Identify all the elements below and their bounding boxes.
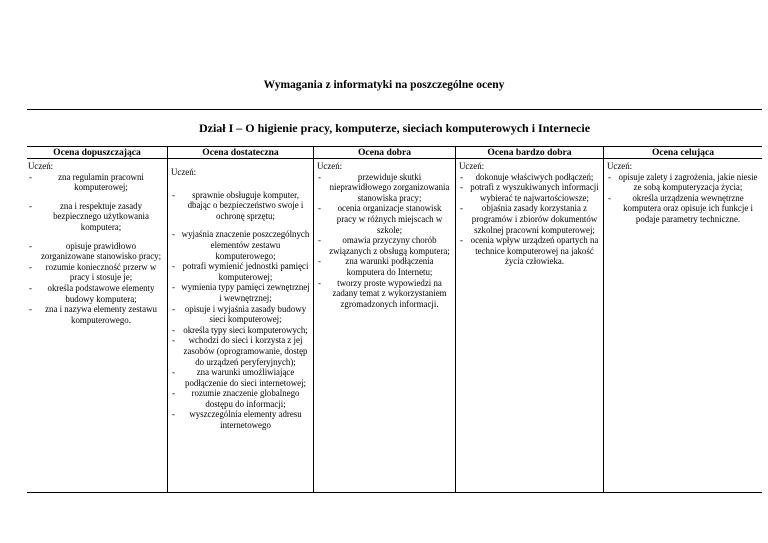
requirements-table [27,109,762,493]
grade-column-dostateczna [167,147,313,492]
requirement-item: - określa urządzenia wewnętrzne komputera oraz opisuje ich funkcje i podaje parametry techniczne. [607,193,759,225]
requirement-item: - zna i nazywa elementy zestawu komputerowego. [28,304,164,325]
column-body [314,159,455,309]
column-body [168,159,313,431]
requirement-item: - potrafi wymienić jednostki pamięci komputerowej; [171,261,310,282]
column-intro: Uczeń: [28,161,54,171]
requirement-item: - zna warunki umożliwiające podłączenie do sieci internetowej; [171,367,310,388]
requirement-item: - określa podstawowe elementy budowy komputera; [28,283,164,304]
requirement-list [459,172,600,267]
requirement-item: - wyjaśnia znaczenie poszczególnych elementów zestawu komputerowego; [171,229,310,261]
column-body [456,159,603,267]
requirement-list [607,172,759,225]
requirement-item: - omawia przyczyny chorób związanych z obsługą komputera; [317,235,452,256]
grade-column-celujaca [603,147,762,492]
requirement-item: - wyszczególnia elementy adresu internetowego [171,409,310,430]
column-header: Ocena dopuszczająca [53,147,141,158]
requirement-item: - potrafi z wyszukiwanych informacji wybierać te najwartościowsze; [459,182,600,203]
column-header: Ocena dobra [357,147,412,158]
section-row [27,110,762,147]
column-intro: Uczeń: [607,161,633,171]
requirement-item: - ocenia wpływ urządzeń opartych na technice komputerowej na jakość życia człowieka. [459,235,600,267]
requirement-item: - tworzy proste wypowiedzi na zadany temat z wykorzystaniem zgromadzonych informacji. [317,278,452,310]
requirement-item: - wchodzi do sieci i korzysta z jej zasobów (oprogramowanie, dostęp do urządzeń peryferyjnych); [171,335,310,367]
column-intro: Uczeń: [459,161,485,171]
requirement-item: - wymienia typy pamięci zewnętrznej i wewnętrznej; [171,282,310,303]
requirement-item: - zna warunki podłączenia komputera do Internetu; [317,256,452,277]
requirement-item: - objaśnia zasady korzystania z programów i zbiorów dokumentów szkolnej pracowni komputerowej; [459,203,600,235]
requirement-list [317,172,452,310]
requirement-item: - ocenia organizacje stanowisk pracy w różnych miejscach w szkole; [317,203,452,235]
document-title: Wymagania z informatyki na poszczególne oceny [263,79,505,91]
column-intro: Uczeń: [171,167,197,177]
requirement-list [28,172,164,326]
requirement-item: - zna regulamin pracowni komputerowej; [28,172,164,193]
requirement-item: - sprawnie obsługuje komputer, dbając o bezpieczeństwo swoje i ochronę sprzętu; [171,190,310,222]
column-body [604,159,762,225]
requirement-item: - określa typy sieci komputerowych; [171,325,310,336]
grade-column-bardzo-dobra [455,147,603,492]
grade-column-dopuszczajaca [27,147,167,492]
column-header: Ocena bardzo dobra [487,147,572,158]
requirement-item: - dokonuje właściwych podłączeń; [459,172,600,183]
requirement-item: - rozumie znaczenie globalnego dostępu do informacji; [171,388,310,409]
column-header: Ocena celująca [651,147,715,158]
requirement-item: - zna i respektuje zasady bezpiecznego użytkowania komputera; [28,201,164,233]
requirement-list [171,190,310,431]
requirement-item: - rozumie konieczność przerw w pracy i stosuje je; [28,262,164,283]
column-header: Ocena dostateczna [202,147,279,158]
requirement-item: - opisuje i wyjaśnia zasady budowy sieci komputerowej; [171,304,310,325]
section-title: Dział I – O higienie pracy, komputerze, sieciach komputerowych i Internecie [198,120,591,135]
grade-column-dobra [313,147,455,492]
column-intro: Uczeń: [317,161,343,171]
column-body [27,159,167,325]
requirement-item: - opisuje prawidłowo zorganizowane stanowisko pracy; [28,241,164,262]
requirement-item: - przewiduje skutki nieprawidłowego zorganizowania stanowiska pracy; [317,172,452,204]
requirement-item: - opisuje zalety i zagrożenia, jakie niesie ze sobą komputeryzacja życia; [607,172,759,193]
